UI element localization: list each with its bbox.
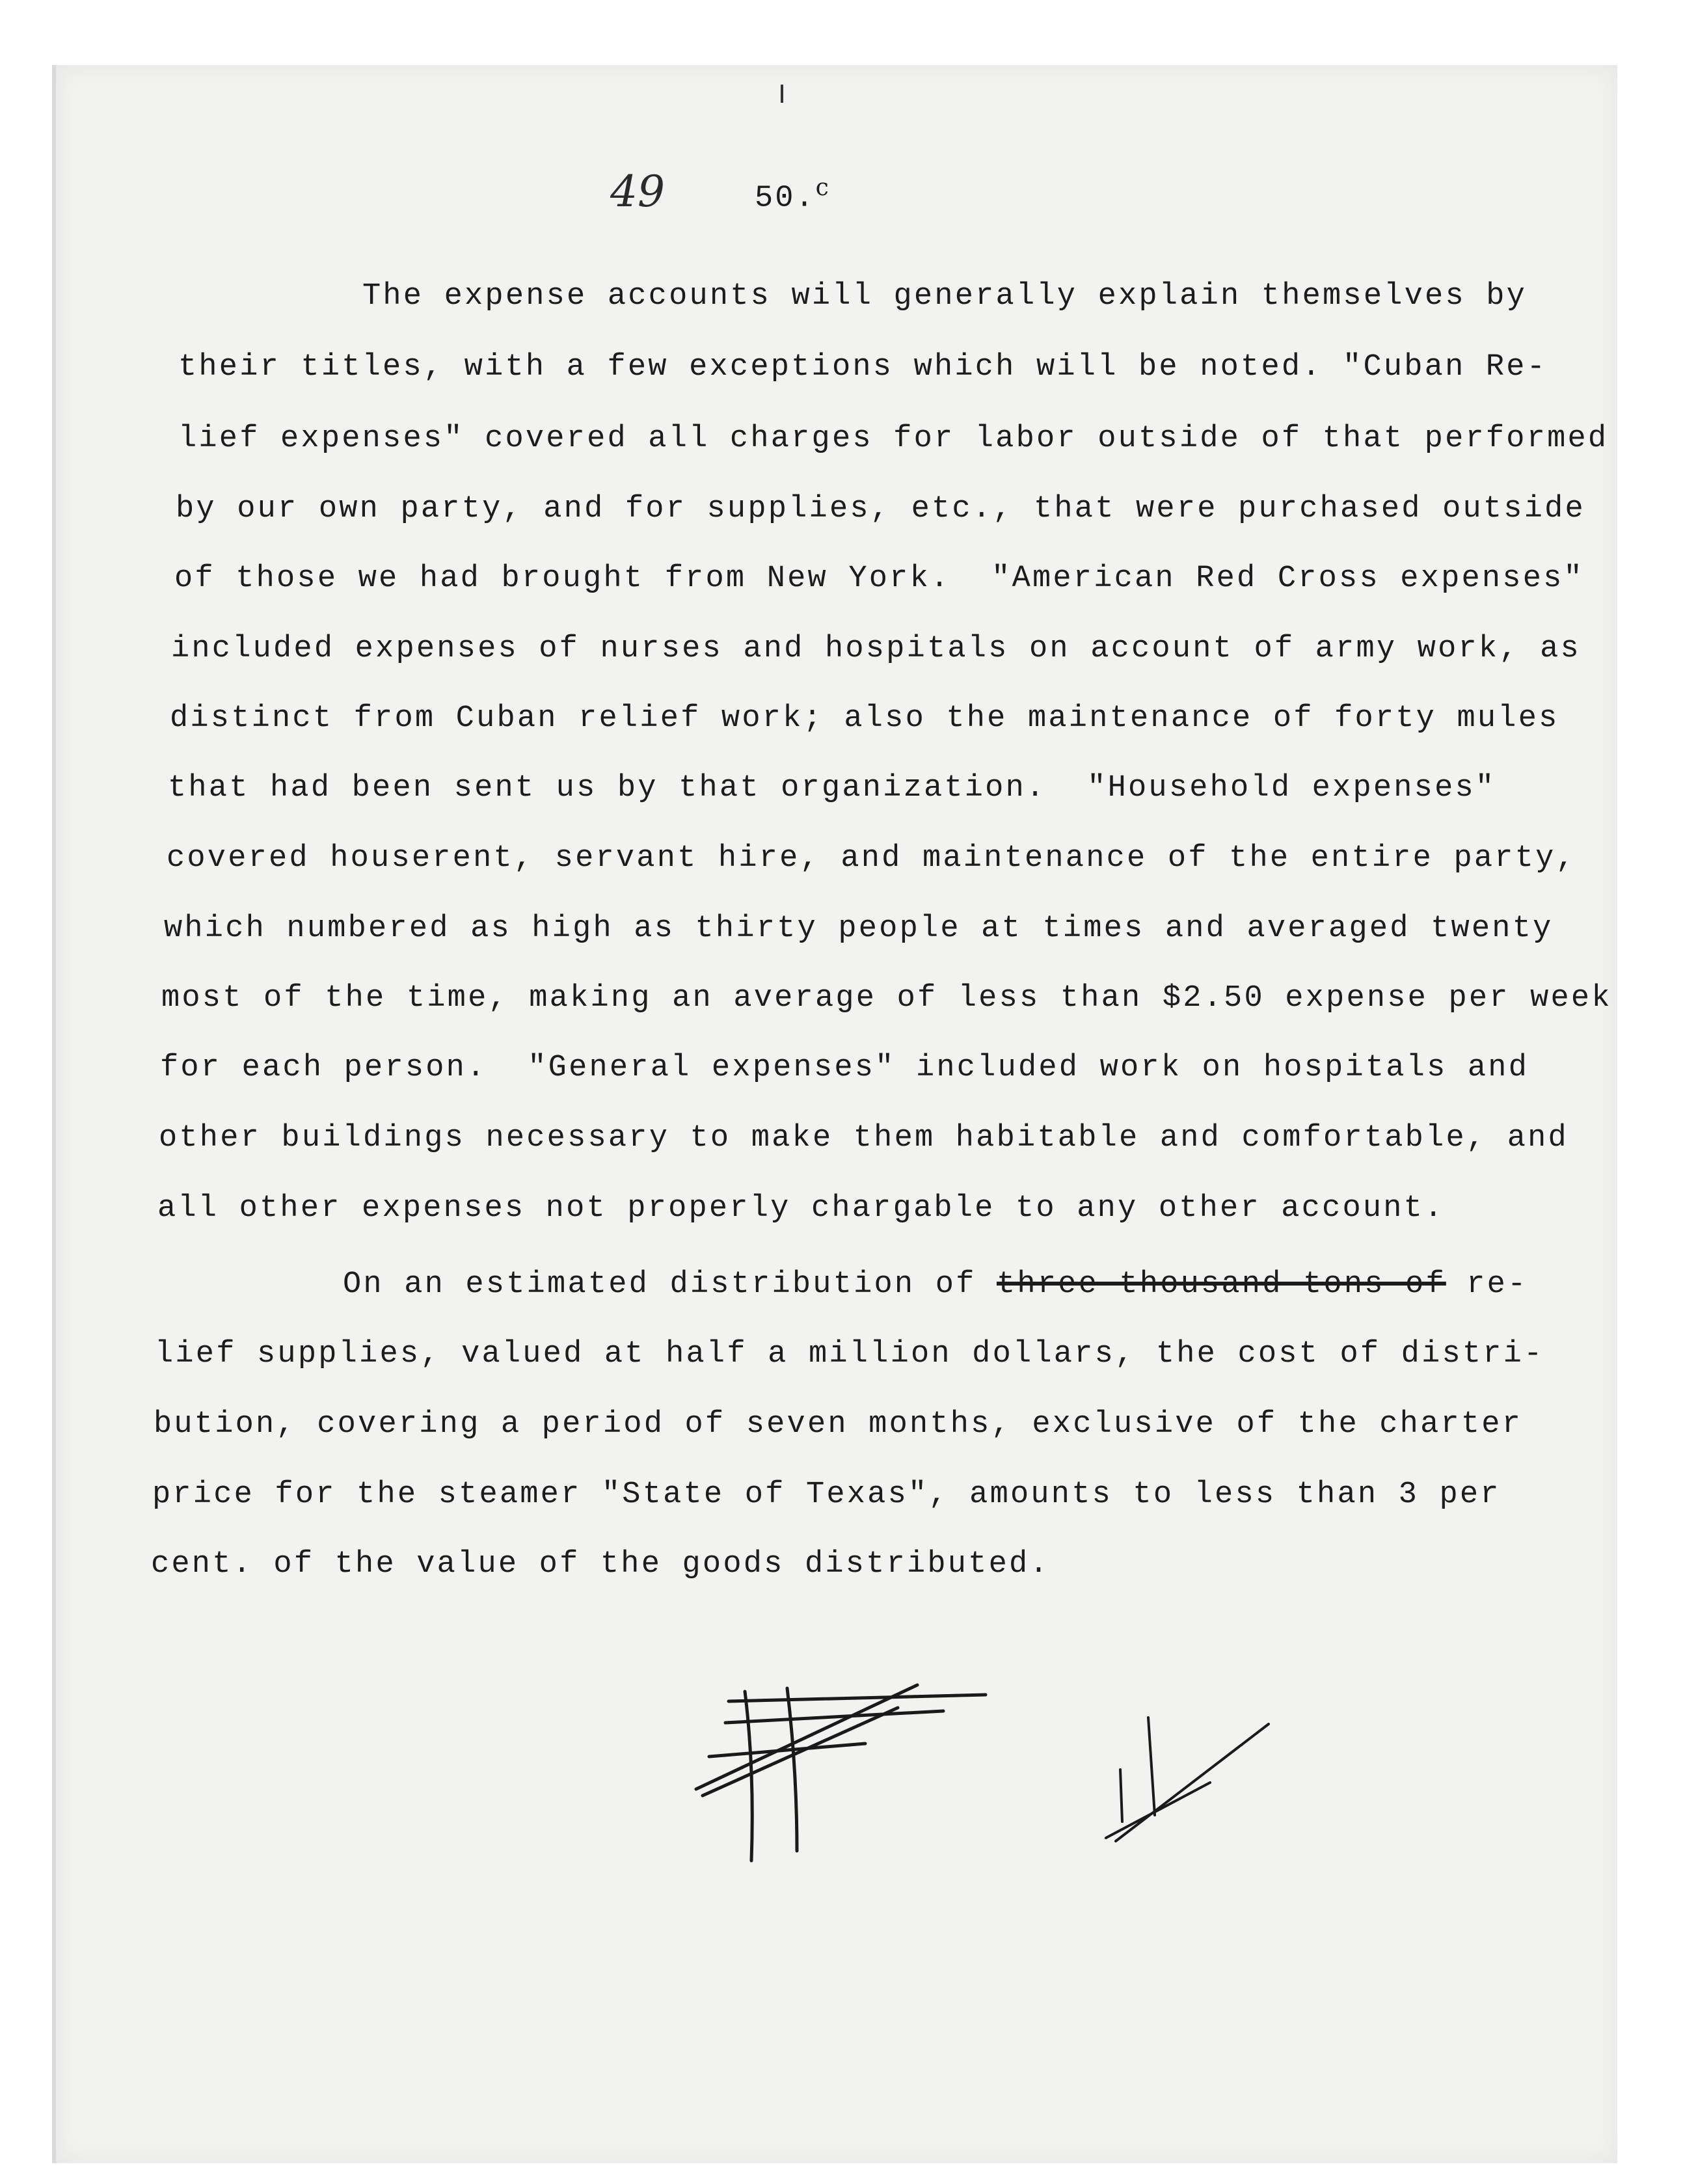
- paragraph-1-line: included expenses of nurses and hospitals on account of army work, as: [171, 632, 1581, 666]
- handwritten-page-number: 49: [610, 167, 665, 217]
- paragraph-2-line: price for the steamer "State of Texas", amounts to less than 3 per: [152, 1477, 1501, 1512]
- paragraph-1-line: all other expenses not properly chargable to any other account.: [157, 1191, 1445, 1226]
- paragraph-1-line: for each person. "General expenses" included work on hospitals and: [160, 1051, 1529, 1085]
- paragraph-2-line: lief supplies, valued at half a million dollars, the cost of distri-: [155, 1337, 1544, 1371]
- paragraph-1-line: their titles, with a few exceptions which will be noted. "Cuban Re-: [178, 350, 1548, 384]
- paragraph-2-line: cent. of the value of the goods distributed.: [151, 1547, 1050, 1582]
- struck-text: three thousand tons of: [996, 1267, 1446, 1302]
- paragraph-2-text: On an estimated distribution of: [343, 1267, 997, 1302]
- paragraph-1-line: The expense accounts will generally explain themselves by: [362, 279, 1528, 314]
- page-number: [755, 174, 831, 216]
- paragraph-1-line: distinct from Cuban relief work; also the maintenance of forty mules: [170, 701, 1559, 736]
- page-number-main: 50.: [755, 181, 816, 216]
- paragraph-1-line: of those we had brought from New York. "American Red Cross expenses": [174, 561, 1584, 596]
- paragraph-1-line: by our own party, and for supplies, etc., that were purchased outside: [176, 492, 1585, 526]
- paragraph-2-text: re-: [1446, 1267, 1528, 1302]
- paragraph-1-line: other buildings necessary to make them habitable and comfortable, and: [159, 1121, 1569, 1155]
- paragraph-2-first-line: [343, 1265, 1528, 1304]
- pencil-mark: [781, 85, 783, 103]
- paragraph-2-line: bution, covering a period of seven months, exclusive of the charter: [154, 1407, 1523, 1442]
- paragraph-1-line: covered houserent, servant hire, and maintenance of the entire party,: [167, 841, 1576, 876]
- paragraph-1-line: lief expenses" covered all charges for labor outside of that performed: [178, 422, 1609, 456]
- page-number-suffix: c: [815, 174, 831, 201]
- paragraph-1-line: most of the time, making an average of less than $2.50 expense per week: [161, 981, 1612, 1016]
- paragraph-1-line: that had been sent us by that organization. "Household expenses": [168, 771, 1496, 805]
- paragraph-1-line: which numbered as high as thirty people at times and averaged twenty: [164, 911, 1554, 946]
